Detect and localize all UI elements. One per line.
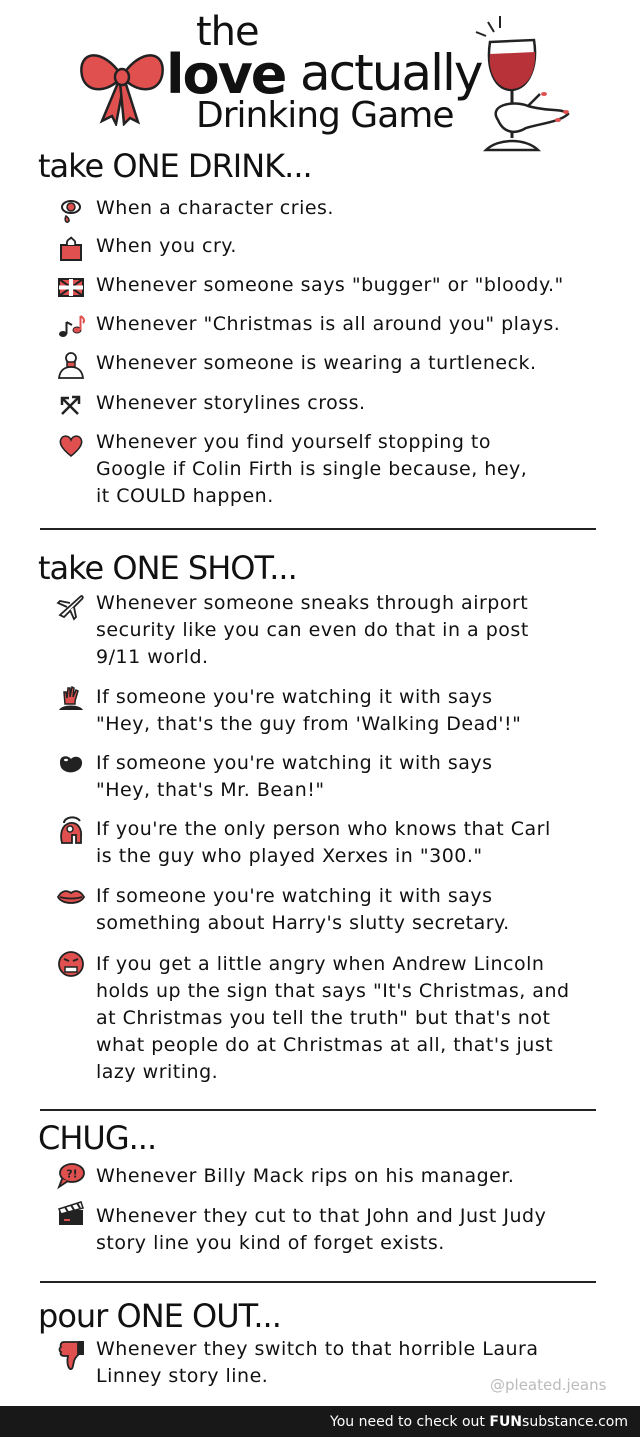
title-drinking-game: Drinking Game — [196, 95, 454, 136]
footer-brand-rest: substance — [522, 1414, 594, 1430]
item-line: is the guy who played Xerxes in "300." — [96, 845, 483, 867]
spartan-helmet-icon — [56, 815, 86, 845]
ribbon-bow-icon — [72, 36, 172, 126]
item-character-cries — [96, 195, 606, 222]
item-line: at Christmas you tell the truth" but that's not — [96, 1007, 551, 1029]
item-andrew-lincoln-sign — [96, 951, 606, 1086]
footer-bar — [0, 1406, 640, 1437]
item-mr-bean — [96, 750, 606, 804]
item-line: Whenever they switch to that horrible Laura — [96, 1338, 539, 1360]
item-line: "Hey, that's Mr. Bean!" — [96, 779, 325, 801]
union-jack-flag-icon — [56, 273, 86, 303]
item-line: If you get a little angry when Andrew Lincoln — [96, 953, 545, 975]
airplane-icon — [56, 591, 86, 621]
section-title-pour-one-out: pour ONE OUT... — [38, 1297, 281, 1335]
item-line: something about Harry's slutty secretary. — [96, 912, 510, 934]
crossing-arrows-icon — [56, 390, 86, 420]
section-divider — [40, 1281, 596, 1283]
title-the: the — [196, 9, 259, 55]
item-slutty-secretary — [96, 883, 606, 937]
zombie-hand-icon — [56, 682, 86, 712]
item-line: If someone you're watching it with says — [96, 686, 493, 708]
item-billy-mack — [96, 1163, 606, 1190]
angry-face-icon — [56, 949, 86, 979]
section-divider — [40, 1109, 596, 1111]
clapperboard-icon — [56, 1198, 86, 1228]
item-storylines-cross — [96, 390, 606, 417]
item-line: Linney story line. — [96, 1365, 269, 1387]
item-christmas-around-you — [96, 311, 606, 338]
item-line: If someone you're watching it with says — [96, 885, 493, 907]
footer-link[interactable] — [330, 1414, 628, 1430]
item-line: If you're the only person who knows that Carl — [96, 818, 551, 840]
section-title-one-shot: take ONE SHOT... — [38, 549, 297, 587]
item-airport-security — [96, 590, 606, 671]
section-title-one-drink: take ONE DRINK... — [38, 147, 312, 185]
item-line: security like you can even do that in a post — [96, 619, 529, 641]
item-line: Whenever someone is wearing a turtleneck. — [96, 352, 537, 374]
item-line: When a character cries. — [96, 197, 334, 219]
header — [0, 0, 640, 160]
footer-brand-bold: FUN — [489, 1414, 523, 1430]
section-title-chug: CHUG... — [38, 1119, 157, 1157]
lips-icon — [56, 882, 86, 912]
item-line: Whenever someone sneaks through airport — [96, 592, 529, 614]
item-line: "Hey, that's the guy from 'Walking Dead'!" — [96, 713, 522, 735]
item-line: Google if Colin Firth is single because, hey, — [96, 458, 528, 480]
section-divider — [40, 528, 596, 530]
item-you-cry — [96, 233, 606, 260]
title-actually: actually — [300, 44, 482, 102]
footer-prefix: You need to check out — [330, 1414, 485, 1430]
item-line: Whenever "Christmas is all around you" plays. — [96, 313, 561, 335]
item-line: Whenever they cut to that John and Just Judy — [96, 1205, 547, 1227]
item-line: When you cry. — [96, 235, 237, 257]
item-line: Whenever you find yourself stopping to — [96, 431, 492, 453]
svg-text:?!: ?! — [66, 1167, 78, 1181]
thumbs-down-icon — [56, 1338, 86, 1372]
footer-suffix: .com — [593, 1414, 628, 1430]
item-line: holds up the sign that says "It's Christmas, and — [96, 980, 570, 1002]
item-line: Whenever storylines cross. — [96, 392, 366, 414]
item-line: it COULD happen. — [96, 485, 274, 507]
bean-icon — [56, 750, 86, 780]
title-love: love — [166, 43, 286, 106]
wine-glass-hand-icon — [468, 10, 578, 160]
watermark: @pleated.jeans — [490, 1376, 607, 1394]
item-line: what people do at Christmas at all, that's just — [96, 1034, 554, 1056]
item-line: Whenever someone says "bugger" or "bloody." — [96, 274, 564, 296]
item-bugger-bloody — [96, 272, 606, 299]
item-line: 9/11 world. — [96, 646, 209, 668]
item-john-just-judy — [96, 1203, 606, 1257]
speech-bubble-icon — [56, 1160, 86, 1190]
item-line: lazy writing. — [96, 1061, 219, 1083]
item-colin-firth — [96, 429, 606, 510]
item-line: If someone you're watching it with says — [96, 752, 493, 774]
item-line: Whenever Billy Mack rips on his manager. — [96, 1165, 515, 1187]
heart-icon — [56, 430, 86, 460]
turtleneck-icon — [56, 350, 86, 380]
item-carl-xerxes — [96, 816, 606, 870]
crying-eye-icon — [56, 196, 86, 226]
item-turtleneck — [96, 350, 606, 377]
item-line: story line you kind of forget exists. — [96, 1232, 445, 1254]
tissue-box-icon — [56, 234, 86, 264]
music-notes-icon — [56, 312, 86, 342]
item-walking-dead — [96, 684, 606, 738]
